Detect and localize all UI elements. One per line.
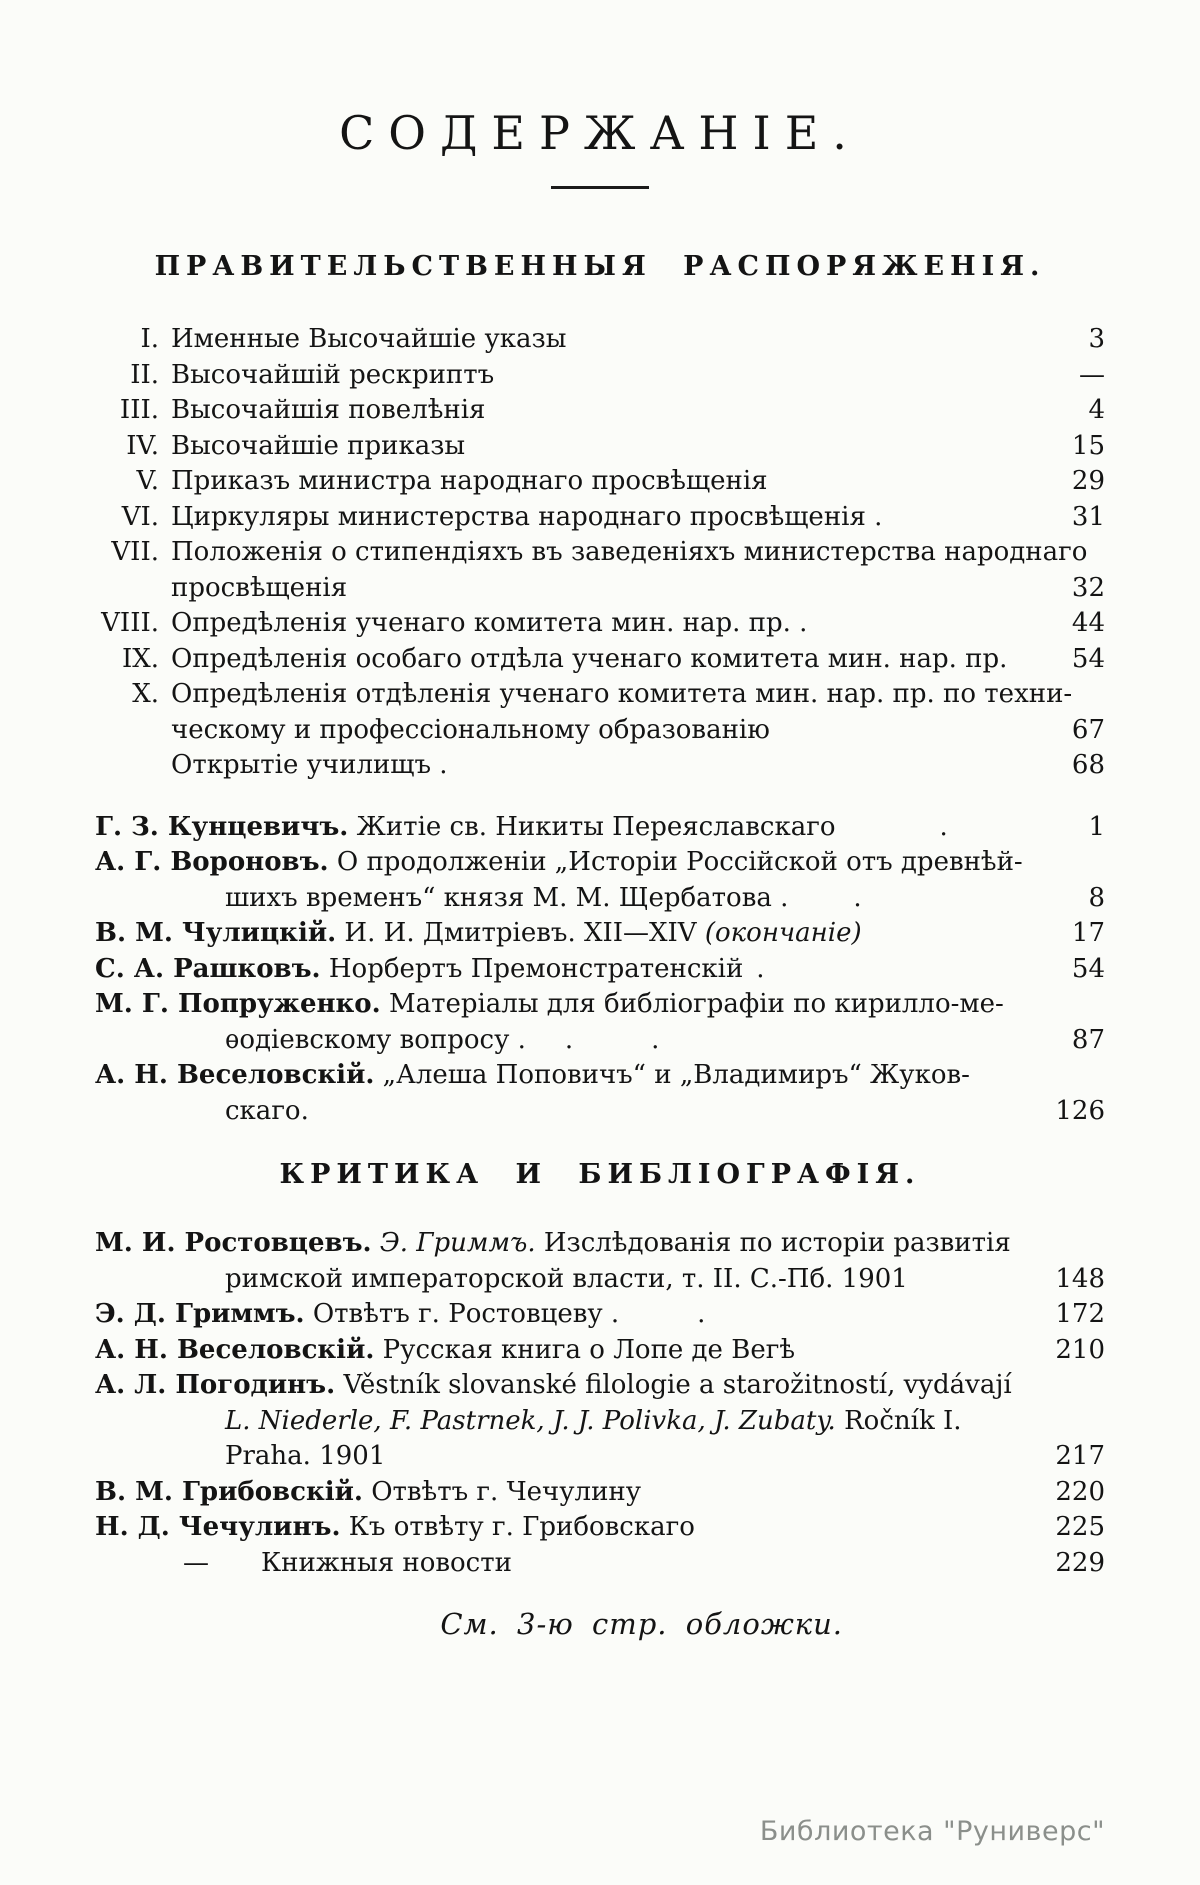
toc-entry-line	[95, 748, 1105, 784]
entry-text: Положенія о стипендіяхъ въ заведеніяхъ министерства народнаго	[171, 537, 1088, 568]
entry-text: Опредѣленія ученаго комитета мин. нар. пр. .	[171, 608, 808, 639]
toc-entry-line	[95, 713, 1105, 749]
entry-text: Циркуляры министерства народнаго просвѣщенія .	[171, 501, 883, 532]
entry-page-number: 4	[1088, 395, 1105, 426]
entry-text: В. М. Грибовскій. Отвѣтъ г. Чечулину	[95, 1476, 642, 1507]
entry-text: Высочайшіе приказы	[171, 430, 466, 461]
entry-page-number: 54	[1071, 953, 1105, 984]
entry-text: Н. Д. Чечулинъ. Къ отвѣту г. Грибовскаго	[95, 1512, 695, 1543]
toc-list-criticism-bibliography	[95, 1226, 1105, 1581]
toc-entry-line	[95, 1510, 1105, 1546]
entry-text: Опредѣленія отдѣленія ученаго комитета мин. нар. пр. по техни-	[171, 679, 1073, 710]
entry-page-number: 54	[1071, 643, 1105, 674]
toc-entry-line	[95, 1368, 1105, 1404]
toc-entry-line	[95, 1226, 1105, 1262]
entry-text: L. Niederle, F. Pastrnek, J. J. Polivka, J. Zubaty. Ročník I.	[225, 1405, 962, 1436]
entry-text: А. Л. Погодинъ. Věstník slovanské filologie a starožitností, vydávají	[95, 1370, 1012, 1401]
entry-page-number: 68	[1071, 750, 1105, 781]
entry-text: — Книжныя новости	[183, 1547, 512, 1578]
entry-page-number: 17	[1071, 918, 1105, 949]
toc-entry-line	[95, 393, 1105, 429]
toc-entry-line	[95, 916, 1105, 952]
entry-text: А. Н. Веселовскій. „Алеша Поповичъ“ и „Владимиръ“ Жуков-	[95, 1060, 970, 1091]
entry-text: Открытіе училищъ .	[171, 750, 448, 781]
toc-entry-line	[95, 845, 1105, 881]
toc-entry-line	[95, 535, 1105, 571]
toc-entry-line	[95, 358, 1105, 394]
toc-entry-line	[95, 1058, 1105, 1094]
toc-entry-line	[95, 571, 1105, 607]
entry-numeral: I.	[140, 324, 159, 355]
toc-entry-line	[95, 677, 1105, 713]
toc-list-articles	[95, 810, 1105, 1130]
entry-page-number: 44	[1071, 608, 1105, 639]
toc-list-government-orders	[95, 322, 1105, 784]
entry-page-number: 126	[1055, 1095, 1105, 1126]
title-divider	[551, 186, 649, 189]
entry-text: ческому и профессіональному образованію	[171, 714, 770, 745]
toc-entry-line	[95, 606, 1105, 642]
entry-text: М. Г. Попруженко. Матеріалы для библіографіи по кирилло-ме-	[95, 989, 1004, 1020]
entry-page-number: 172	[1055, 1299, 1105, 1330]
toc-entry-line	[95, 1262, 1105, 1298]
entry-page-number: 1	[1088, 811, 1105, 842]
entry-page-number: 8	[1088, 882, 1105, 913]
entry-text: Приказъ министра народнаго просвѣщенія	[171, 466, 768, 497]
toc-entry-line	[95, 1439, 1105, 1475]
toc-entry-line	[95, 810, 1105, 846]
toc-entry-line	[95, 642, 1105, 678]
entry-text: Э. Д. Гриммъ. Отвѣтъ г. Ростовцеву . .	[95, 1299, 706, 1330]
entry-text: В. М. Чулицкій. И. И. Дмитріевъ. XII—XIV (окончаніе)	[95, 918, 862, 949]
entry-numeral: VIII.	[101, 608, 159, 639]
entry-text: Высочайшій рескриптъ	[171, 359, 495, 390]
entry-page-number: 31	[1071, 501, 1105, 532]
toc-entry-line	[95, 1475, 1105, 1511]
section-heading-criticism: КРИТИКА И БИБЛІОГРАФІЯ.	[279, 1159, 921, 1191]
entry-page-number: 217	[1055, 1441, 1105, 1472]
entry-text: просвѣщенія	[171, 572, 348, 603]
entry-text: Praha. 1901	[225, 1441, 386, 1472]
page-title: СОДЕРЖАНІЕ.	[339, 106, 861, 160]
toc-entry-line	[95, 952, 1105, 988]
entry-numeral: III.	[119, 395, 159, 426]
entry-text: ѳодіевскому вопросу . . .	[225, 1024, 660, 1055]
entry-page-number: 87	[1071, 1024, 1105, 1055]
entry-numeral: V.	[136, 466, 159, 497]
entry-text: Г. З. Кунцевичъ. Житіе св. Никиты Переяславскаго .	[95, 811, 948, 842]
toc-entry-line	[95, 987, 1105, 1023]
entry-text: Опредѣленія особаго отдѣла ученаго комитета мин. нар. пр.	[171, 643, 1008, 674]
entry-page-number: 3	[1088, 324, 1105, 355]
toc-entry-line	[95, 1094, 1105, 1130]
toc-entry-line	[95, 881, 1105, 917]
entry-page-number: 32	[1071, 572, 1105, 603]
entry-text: М. И. Ростовцевъ. Э. Гриммъ. Изслѣдованія по исторіи развитія	[95, 1228, 1011, 1259]
entry-numeral: VI.	[121, 501, 159, 532]
toc-entry-line	[95, 1023, 1105, 1059]
library-watermark: Библиотека "Руниверс"	[759, 1816, 1105, 1847]
toc-entry-line	[95, 1333, 1105, 1369]
toc-entry-line	[95, 1546, 1105, 1582]
toc-entry-line	[95, 1404, 1105, 1440]
entry-page-number: 29	[1071, 466, 1105, 497]
entry-numeral: IV.	[126, 430, 159, 461]
entry-numeral: X.	[132, 679, 159, 710]
entry-numeral: IX.	[121, 643, 159, 674]
entry-text: Высочайшія повелѣнія	[171, 395, 486, 426]
entry-text: С. А. Рашковъ. Норбертъ Премонстратенскій .	[95, 953, 765, 984]
cover-reference-note: См. 3-ю стр. обложки.	[440, 1607, 843, 1642]
toc-entry-line	[95, 500, 1105, 536]
entry-page-number: 220	[1055, 1476, 1105, 1507]
entry-page-number: 148	[1055, 1263, 1105, 1294]
toc-entry-line	[95, 1297, 1105, 1333]
toc-entry-line	[95, 464, 1105, 500]
entry-text: А. Н. Веселовскій. Русская книга о Лопе де Вегѣ	[95, 1334, 796, 1365]
entry-page-number: 15	[1071, 430, 1105, 461]
section-heading-government: ПРАВИТЕЛЬСТВЕННЫЯ РАСПОРЯЖЕНІЯ.	[154, 251, 1046, 282]
toc-entry-line	[95, 322, 1105, 358]
entry-text: Именные Высочайшіе указы	[171, 324, 567, 355]
toc-entry-line	[95, 429, 1105, 465]
entry-page-number: 210	[1055, 1334, 1105, 1365]
entry-text: римской императорской власти, т. II. С.-Пб. 1901	[225, 1263, 908, 1294]
entry-page-number: 225	[1055, 1512, 1105, 1543]
entry-numeral: VII.	[111, 537, 159, 568]
entry-numeral: II.	[130, 359, 159, 390]
entry-text: А. Г. Вороновъ. О продолженіи „Исторіи Россійской отъ древнѣй-	[95, 847, 1023, 878]
entry-text: скаго.	[225, 1095, 309, 1126]
entry-page-number: 67	[1071, 714, 1105, 745]
entry-page-number: 229	[1055, 1547, 1105, 1578]
entry-text: шихъ временъ“ князя М. М. Щербатова . .	[225, 882, 862, 913]
entry-page-number: —	[1079, 359, 1105, 390]
